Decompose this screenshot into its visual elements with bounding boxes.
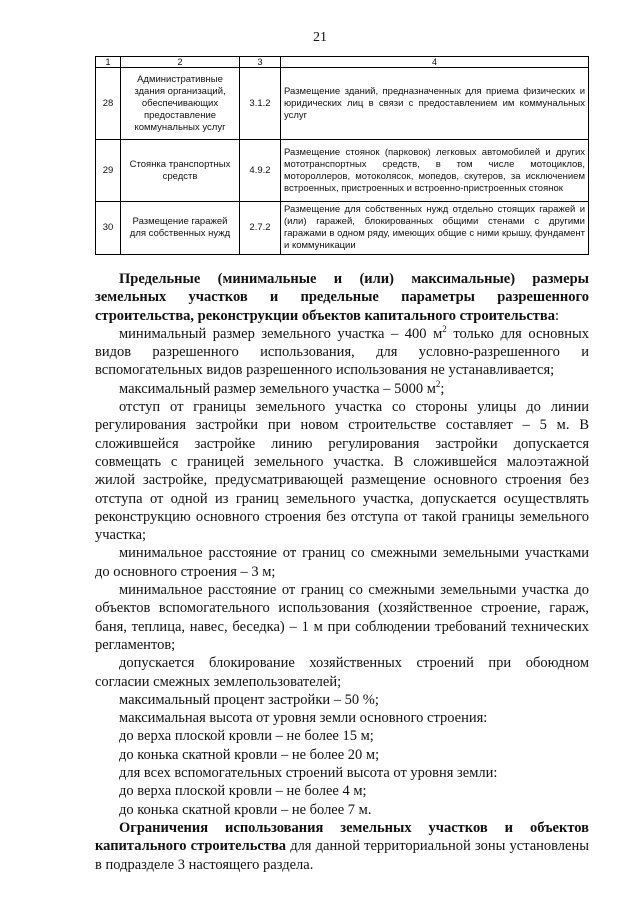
row-number: 29 (96, 140, 121, 202)
row-use-name: Стоянка транспортных средств (121, 140, 240, 202)
table-row (96, 140, 589, 202)
height-auxiliary-paragraph: для всех вспомогательных строений высота от уровня земли: (119, 765, 498, 782)
restrictions-paragraph (95, 819, 589, 874)
document-body (95, 270, 589, 874)
restrictions-text: для данной территориальной зоны установлены в подразделе 3 настоящего раздела. (95, 838, 589, 873)
max-plot-size-text: максимальный размер земельного участка – 5000 м (119, 380, 436, 397)
height-flat-roof-paragraph: до верха плоской кровли – не более 15 м; (119, 728, 374, 745)
table-row (96, 202, 589, 255)
row-use-code: 3.1.2 (240, 68, 281, 140)
aux-height-pitched-roof-paragraph: до конька скатной кровли – не более 7 м. (119, 801, 372, 818)
distance-auxiliary-paragraph: минимальное расстояние от границ со смежными земельными участка до объектов вспомогательного использования (хозяйственное строение, гараж, баня, теплица, навес, беседка) – 1 м при соблюдении требований технических регламентов; (95, 582, 589, 653)
aux-height-flat-roof-paragraph: до верха плоской кровли – не более 4 м; (119, 783, 367, 800)
row-description: Размещение для собственных нужд отдельно стоящих гаражей и (или) гаражей, блокированных общими стенами с другими гаражами в одном ряду, имеющих общие с ними крышу, фундамент и коммуникации (281, 202, 589, 255)
row-use-name: Административные здания организаций, обеспечивающих предоставление коммунальных услуг (121, 68, 240, 140)
header-col-3: 3 (240, 57, 281, 68)
section-heading (95, 270, 589, 325)
height-pitched-roof-paragraph: до конька скатной кровли – не более 20 м; (119, 746, 380, 763)
square-superscript: 2 (442, 324, 447, 335)
table-header-row (96, 57, 589, 68)
height-main-paragraph: максимальная высота от уровня земли основного строения: (119, 710, 488, 727)
header-col-2: 2 (121, 57, 240, 68)
distance-main-building-paragraph: минимальное расстояние от границ со смежными земельными участками до основного строения – 3 м; (95, 545, 589, 580)
row-use-code: 4.9.2 (240, 140, 281, 202)
row-description: Размещение зданий, предназначенных для приема физических и юридических лиц в связи с предоставлением им коммунальных услуг (281, 68, 589, 140)
header-col-1: 1 (96, 57, 121, 68)
max-plot-size-paragraph (95, 380, 589, 398)
min-plot-size-paragraph (95, 325, 589, 380)
header-col-4: 4 (281, 57, 589, 68)
max-plot-size-text-end: ; (440, 380, 445, 397)
square-superscript: 2 (435, 378, 441, 389)
page-number: 21 (313, 30, 327, 45)
min-plot-size-text-rest: только для основных видов разрешенного использования, для условно-разрешенного и вспомогательных видов разрешенного использования не устанавливается; (95, 325, 589, 379)
row-use-name: Размещение гаражей для собственных нужд (121, 202, 240, 255)
restrictions-bold-text: Ограничения использования земельных участков и объектов капитального строительства (95, 819, 589, 855)
table-row (96, 68, 589, 140)
setback-paragraph: отступ от границы земельного участка со стороны улицы до линии регулирования застройки при новом строительстве составляет – 5 м. В сложившейся застройке линию регулирования застройки допускается совмещать с границей земельного участка. В сложившейся малоэтажной жилой застройке, предусматривающей размещение основного строения без отступа от одной из границ земельного участка, допускается осуществлять реконструкцию основного строения без отступа от такой границы земельного участка; (95, 399, 589, 544)
blocking-paragraph: допускается блокирование хозяйственных строений при обоюдном согласии смежных землепользователей; (95, 655, 589, 690)
row-number: 30 (96, 202, 121, 255)
coverage-paragraph: максимальный процент застройки – 50 %; (119, 691, 379, 708)
min-plot-size-text: минимальный размер земельного участка – 400 м (119, 325, 443, 342)
row-use-code: 2.7.2 (240, 202, 281, 255)
row-number: 28 (96, 68, 121, 140)
row-description: Размещение стоянок (парковок) легковых автомобилей и других мототранспортных средств, в том числе мотоциклов, мотороллеров, мотоколясок, мопедов, скутеров, за исключением встроенных, пристроенных и встроенно-пристроенных стоянок (281, 140, 589, 202)
land-use-table (95, 56, 589, 255)
section-heading-text: Предельные (минимальные и (или) максимальные) размеры земельных участков и предельные параметры разрешенного строительства, реконструкции объектов капитального строительства (95, 271, 589, 324)
section-heading-colon: : (554, 307, 560, 324)
